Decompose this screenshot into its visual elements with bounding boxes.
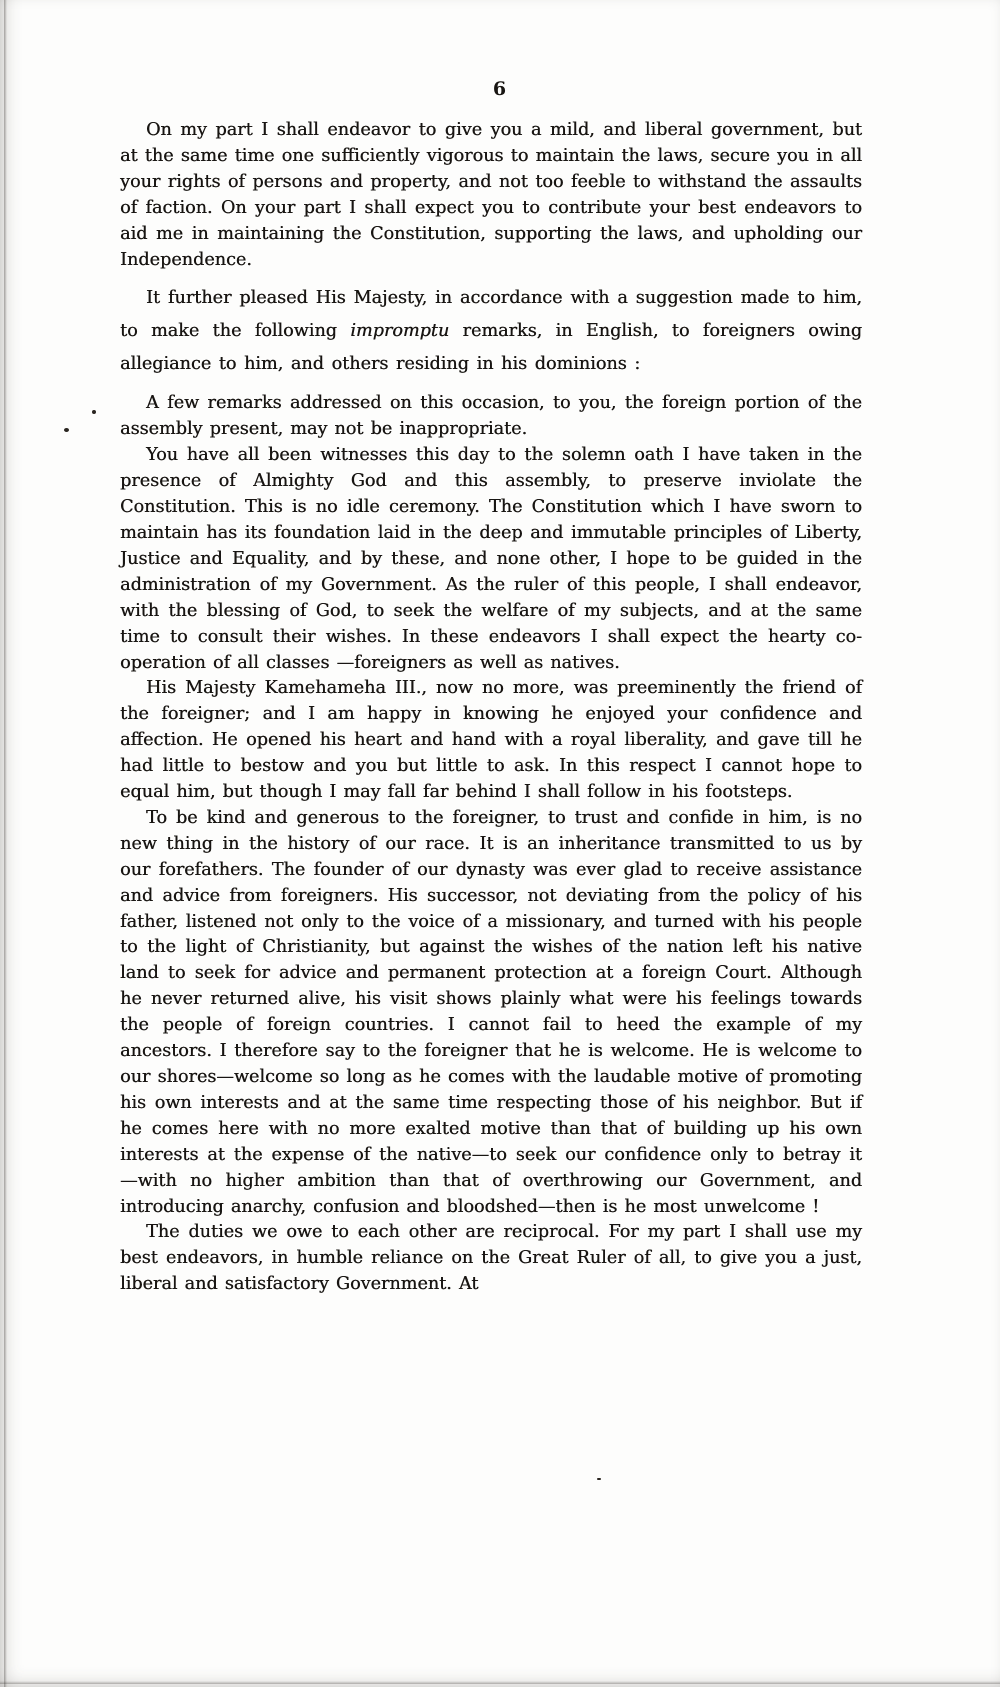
paragraph-italic-word: impromptu bbox=[350, 321, 450, 342]
paragraph-text-segment: remarks, in English, to foreigners owing allegiance to him, and others residing in his dominions : bbox=[120, 321, 862, 375]
paragraph: A few remarks addressed on this occasion, to you, the foreign portion of the assembly present, may not be inappropriate. bbox=[120, 393, 862, 440]
paragraph: On my part I shall endeavor to give you a mild, and liberal government, but at the same time one sufficiently vigorous to maintain the laws, secure you in all your rights of persons and property, and not too feeble to withstand the assaults of faction. On your part I shall expect you to contribute your best endeavors to aid me in maintaining the Constitution, supporting the laws, and upholding our Independence. bbox=[120, 120, 862, 270]
paragraph: You have all been witnesses this day to the solemn oath I have taken in the presence of Almighty God and this assembly, to preserve inviolate the Constitution. This is no idle ceremony. The Constitution which I have sworn to maintain has its foundation laid in the deep and immutable principles of Liberty, Justice and Equality, and by these, and none other, I hope to be guided in the administration of my Government. As the ruler of this people, I shall endeavor, with the blessing of God, to seek the welfare of my subjects, and at the same time to consult their wishes. In these endeavors I shall expect the hearty co-operation of all classes —foreigners as well as natives. bbox=[120, 445, 862, 673]
page-number: 6 bbox=[492, 78, 508, 100]
paragraph: To be kind and generous to the foreigner, to trust and confide in him, is no new thing in the history of our race. It is an inheritance transmitted to us by our forefathers. The founder of our dynasty was ever glad to receive assistance and advice from foreigners. His successor, not deviating from the policy of his father, listened not only to the voice of a missionary, and turned with his people to the light of Christianity, but against the wishes of the nation left his native land to seek for advice and permanent protection at a foreign Court. Although he never returned alive, his visit shows plainly what were his feelings towards the people of foreign countries. I cannot fail to heed the example of my ancestors. I therefore say to the foreigner that he is welcome. He is welcome to our shores—welcome so long as he comes with the laudable motive of promoting his own interests and at the same time respecting those of his neighbor. But if he comes here with no more exalted motive than that of building up his own interests at the expense of the native—to seek our confidence only to betray it —with no higher ambition than that of overthrowing our Government, and introducing anarchy, confusion and bloodshed—then is he most unwelcome ! bbox=[120, 807, 862, 1217]
paragraph bbox=[120, 282, 862, 381]
paragraph: His Majesty Kamehameha III., now no more, was preeminently the friend of the foreigner; and I am happy in knowing he enjoyed your confidence and affection. He opened his heart and hand with a royal liberality, and gave till he had little to bestow and you but little to ask. In this respect I cannot hope to equal him, but though I may fall far behind I shall follow in his footsteps. bbox=[120, 678, 862, 803]
page-text bbox=[120, 118, 862, 1298]
paragraph-text-segment: It further pleased His Majesty, in accordance with a suggestion made to him, to make the following bbox=[120, 288, 862, 342]
scan-speck bbox=[64, 428, 69, 432]
scan-speck bbox=[92, 410, 96, 414]
paragraph: The duties we owe to each other are reciprocal. For my part I shall use my best endeavors, in humble reliance on the Great Ruler of all, to give you a just, liberal and satisfactory Government. At bbox=[120, 1222, 862, 1295]
scan-speck bbox=[597, 1478, 601, 1480]
scan-edge-shadow-bottom bbox=[0, 1681, 1000, 1684]
scan-edge-shadow-left bbox=[4, 0, 7, 1687]
